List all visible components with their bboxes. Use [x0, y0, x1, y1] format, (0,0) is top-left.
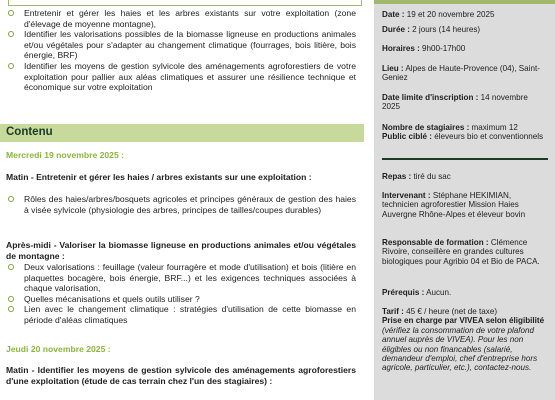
objectives-list — [0, 8, 356, 93]
duree-info: Durée : 2 jours (14 heures) — [382, 25, 481, 34]
day1-afternoon-title: Après-midi - Valoriser la biomasse ligneuse en productions animales et/ou végétales de montagne : — [6, 240, 356, 261]
day1-morning-title: Matin - Entretenir et gérer les haies / arbres existants sur une exploitation : — [6, 172, 312, 182]
repas-info: Repas : tiré du sac — [382, 172, 451, 181]
sidebar-top-strip — [374, 0, 555, 4]
prerequis-info: Prérequis : Aucun. — [382, 288, 452, 297]
day1-afternoon-list — [0, 262, 356, 326]
date-limite-info: Date limite d'inscription : 14 novembre 2025 — [382, 93, 528, 112]
bullet-icon — [8, 63, 14, 69]
list-item: Rôles des haies/arbres/bosquets agricoles et principes généraux de gestion des haies à visée sylvicole (physiologie des arbres, principes de tailles/coupes durables) — [0, 194, 356, 215]
bullet-icon — [8, 196, 14, 202]
date-info: Date : 19 et 20 novembre 2025 — [382, 10, 495, 19]
objectives-frame — [8, 0, 362, 6]
sidebar-divider — [382, 158, 548, 160]
bullet-icon — [8, 31, 14, 37]
objective-item: Identifier les valorisations possibles de la biomasse ligneuse en productions animales et/ou végétales pour s'adapter au changement climatique (fourrages, bois litière, bois énergie, BRF) — [0, 29, 356, 61]
list-item: Quelles mécanisations et quels outils utiliser ? — [0, 294, 356, 305]
stagiaires-info: Nombre de stagiaires : maximum 12 Public ciblé : éleveurs bio et conventionnels — [382, 123, 544, 142]
day2-date: Jeudi 20 novembre 2025 : — [6, 344, 111, 354]
intervenant-info: Intervenant : Stéphane HEKIMIAN, technicien agroforestier Mission Haies Auvergne Rhône-Alpes et éleveur bovin — [382, 191, 526, 219]
day2-morning-title: Matin - Identifier les moyens de gestion sylvicole des aménagements agroforestiers d'une exploitation (étude de cas terrain chez l'un des stagiaires) : — [6, 365, 356, 386]
bullet-icon — [8, 264, 14, 270]
list-item: Deux valorisations : feuillage (valeur fourragère et mode d'utilisation) et bois (litière en plaquettes bocagère, bois énergie, BRF...) et les exigences techniques associées à chaque valorisation, — [0, 262, 356, 294]
day1-morning-list — [0, 194, 356, 215]
contenu-header — [0, 124, 364, 142]
bullet-icon — [8, 306, 14, 312]
responsable-info: Responsable de formation : Clémence Rivoire, conseillère en grandes cultures biologiques pour Agribio 04 et Bio de PACA. — [382, 238, 540, 266]
objective-item: Identifier les moyens de gestion sylvicole des aménagements agroforestiers de votre exploitation pour pallier aux aléas climatiques et assurer une résilience technique et économique sur votre exploitation — [0, 61, 356, 93]
objective-item: Entretenir et gérer les haies et les arbres existants sur votre exploitation (zone d'élevage de moyenne montagne), — [0, 8, 356, 29]
contenu-title: Contenu — [6, 126, 53, 138]
horaires-info: Horaires : 9h00-17h00 — [382, 44, 466, 53]
bullet-icon — [8, 10, 14, 16]
bullet-icon — [8, 296, 14, 302]
lieu-info: Lieu : Alpes de Haute-Provence (04), Saint-Geniez — [382, 64, 540, 83]
list-item: Lien avec le changement climatique : stratégies d'utilisation de cette biomasse en période d'aléas climatiques — [0, 304, 356, 325]
day1-date: Mercredi 19 novembre 2025 : — [6, 150, 124, 160]
info-sidebar — [374, 0, 555, 400]
tarif-info: Tarif : 45 € / heure (net de taxe) Prise en charge par VIVEA selon éligibilité (vérifiez la consommation de votre plafond annuel auprès de VIVEA). Pour les non éligibles ou non financables (salarié, demandeur d'emploi, chef d'entreprise hors agricole, particulier, etc.), contactez-nous. — [382, 307, 545, 373]
